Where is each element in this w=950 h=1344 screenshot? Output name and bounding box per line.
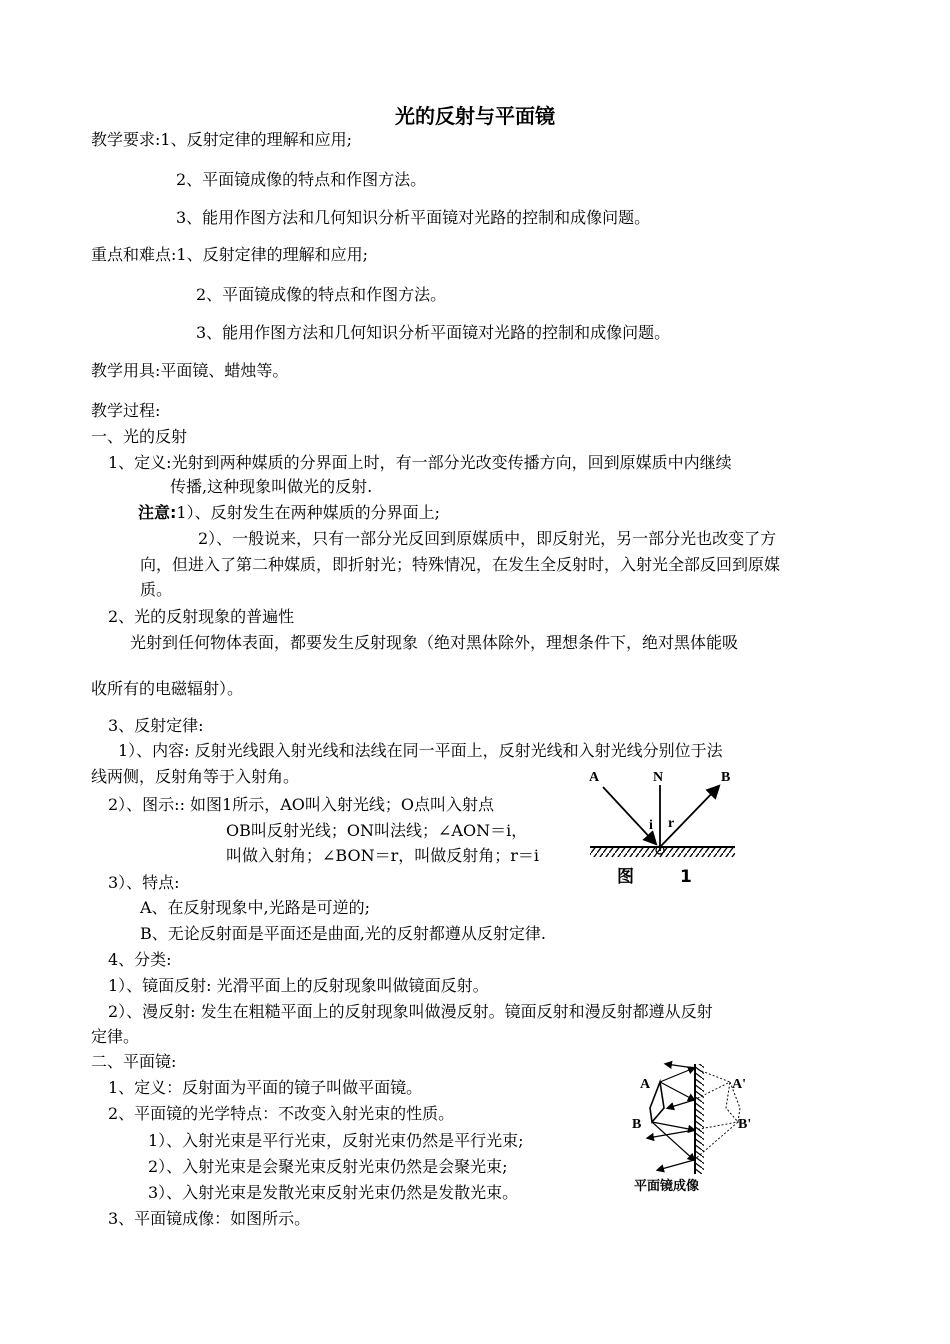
definition-line1: 1、定义:光射到两种媒质的分界面上时，有一部分光改变传播方向，回到原媒质中内继续 <box>108 453 732 472</box>
fig1-label-r: r <box>668 816 675 831</box>
fig2-label-b-prime: B' <box>738 1117 752 1132</box>
note2-line3: 质。 <box>140 580 173 599</box>
fig2-label-a: A <box>640 1077 651 1092</box>
keypoints-item3: 3、能用作图方法和几何知识分析平面镜对光路的控制和成像问题。 <box>196 323 671 342</box>
ray-a1-reflected <box>666 1064 694 1068</box>
fig1-label-a: A <box>589 770 600 785</box>
universality-line2: 收所有的电磁辐射）。 <box>91 679 244 698</box>
fig1-caption-num: 1 <box>680 867 692 887</box>
features-heading: 3）、特点: <box>108 873 180 892</box>
diagram-line3: 叫做入射角；∠BON＝r，叫做反射角；r＝i <box>226 846 539 865</box>
mirror-feature1: 1）、入射光束是平行光束，反射光束仍然是平行光束; <box>148 1131 524 1150</box>
diagram-line2: OB叫反射光线；ON叫法线；∠AON＝i， <box>226 821 528 840</box>
ray-a2-reflected <box>668 1100 694 1108</box>
requirements-item3: 3、能用作图方法和几何知识分析平面镜对光路的控制和成像问题。 <box>176 208 651 227</box>
mirror-definition: 1、定义：反射面为平面的镜子叫做平面镜。 <box>108 1078 423 1097</box>
keypoints-item1: 重点和难点:1、反射定律的理解和应用; <box>91 245 368 264</box>
specular-reflection: 1）、镜面反射: 光滑平面上的反射现象叫做镜面反射。 <box>108 976 489 995</box>
reflection-law-figure <box>585 765 740 890</box>
mirror-imaging: 3、平面镜成像：如图所示。 <box>108 1209 311 1228</box>
fig1-label-b: B <box>721 770 731 785</box>
ray-b2-reflected <box>658 1160 694 1170</box>
diagram-line1: 2）、图示:: 如图1所示，AO叫入射光线；O点叫入射点 <box>108 795 495 814</box>
object-outline <box>650 1082 664 1122</box>
note2-line2: 向，但进入了第二种媒质，即折射光；特殊情况，在发生全反射时，入射光全部反回到原媒 <box>140 555 781 574</box>
ray-a2 <box>660 1082 694 1100</box>
note2-line1: 2）、一般说来，只有一部分光反回到原媒质中，即反射光，另一部分光也改变了方 <box>198 529 777 548</box>
keypoints-item2: 2、平面镜成像的特点和作图方法。 <box>196 285 447 304</box>
teaching-tools: 教学用具:平面镜、蜡烛等。 <box>91 361 289 380</box>
note1: 1）、反射发生在两种媒质的分界面上; <box>176 503 440 522</box>
note-label: 注意: <box>138 503 177 522</box>
fig2-caption: 平面镜成像 <box>634 1179 700 1194</box>
plane-mirror-figure <box>630 1060 770 1200</box>
diffuse-reflection-line1: 2）、漫反射: 发生在粗糙平面上的反射现象叫做漫反射。镜面反射和漫反射都遵从反射 <box>108 1002 713 1021</box>
process-heading: 教学过程: <box>91 401 161 420</box>
ray-b1 <box>652 1122 694 1130</box>
definition-line2: 传播,这种现象叫做光的反射. <box>170 477 373 496</box>
section1-heading: 一、光的反射 <box>91 427 188 446</box>
note-line <box>138 503 440 523</box>
fig2-label-a-prime: A' <box>732 1077 746 1092</box>
ray-b2 <box>652 1122 694 1160</box>
mirror-surface-hatch <box>590 847 735 857</box>
fig1-label-i: i <box>649 818 653 833</box>
ray-a1 <box>660 1068 694 1082</box>
fig1-caption-char: 图 <box>617 867 634 887</box>
ray-b1-reflected <box>648 1130 694 1138</box>
requirements-item2: 2、平面镜成像的特点和作图方法。 <box>176 170 427 189</box>
law-content-line2: 线两侧，反射角等于入射角。 <box>91 767 300 786</box>
section2-heading: 二、平面镜: <box>91 1052 177 1071</box>
classification-heading: 4、分类: <box>108 950 172 969</box>
mirror-optical-features: 2、平面镜的光学特点：不改变入射光束的性质。 <box>108 1104 455 1123</box>
fig2-label-b: B <box>632 1117 642 1132</box>
law-heading: 3、反射定律: <box>108 716 204 735</box>
mirror-hatch <box>695 1064 704 1174</box>
universality-line1: 光射到任何物体表面，都要发生反射现象（绝对黑体除外，理想条件下，绝对黑体能吸 <box>130 633 739 652</box>
requirements-item1: 教学要求:1、反射定律的理解和应用; <box>91 130 352 149</box>
feature-a: A、在反射现象中,光路是可逆的; <box>140 898 371 917</box>
feature-b: B、无论反射面是平面还是曲面,光的反射都遵从反射定律. <box>140 924 546 943</box>
universality-heading: 2、光的反射现象的普遍性 <box>108 607 295 626</box>
diffuse-reflection-line2: 定律。 <box>91 1027 140 1046</box>
mirror-feature3: 3）、入射光束是发散光束反射光束仍然是发散光束。 <box>148 1183 519 1202</box>
incident-ray <box>603 787 655 843</box>
law-content-line1: 1）、内容: 反射光线跟入射光线和法线在同一平面上，反射光线和入射光线分别位于法 <box>118 741 723 760</box>
page-title: 光的反射与平面镜 <box>395 104 555 128</box>
fig1-label-n: N <box>653 770 664 785</box>
mirror-feature2: 2）、入射光束是会聚光束反射光束仍然是会聚光束; <box>148 1157 508 1176</box>
